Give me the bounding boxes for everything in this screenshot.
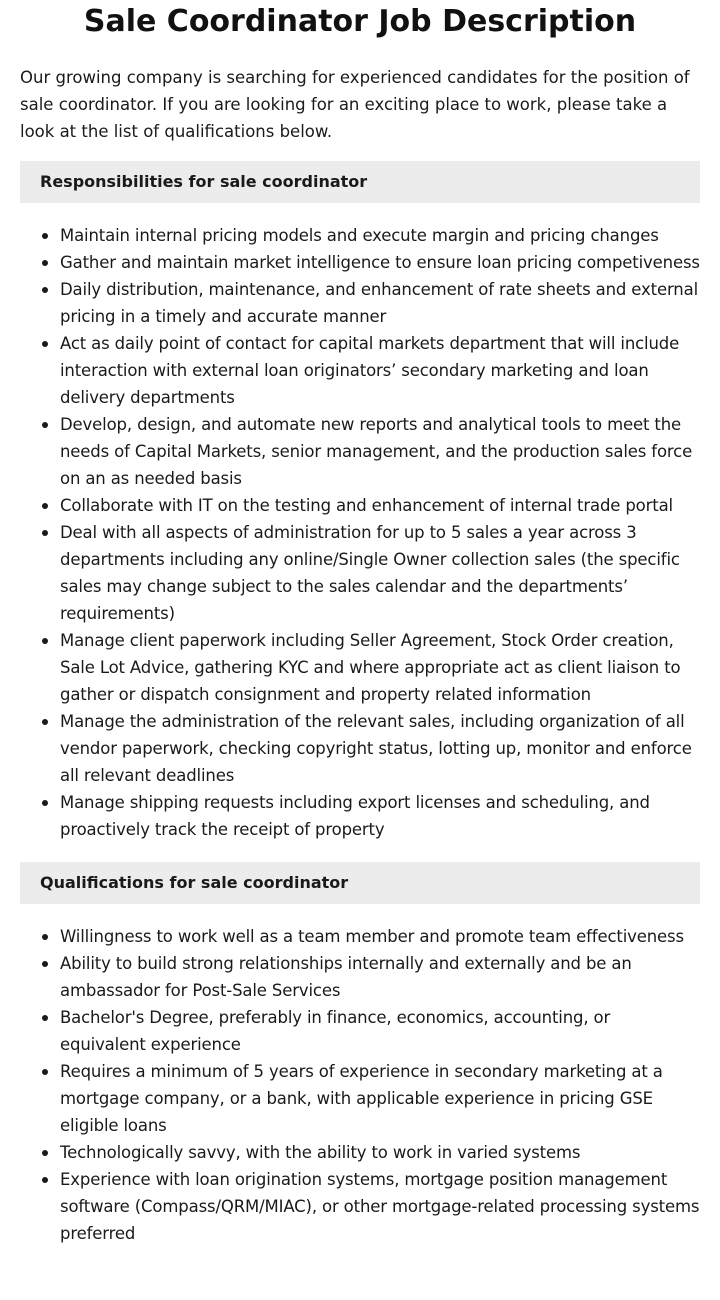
responsibility-item: Deal with all aspects of administration for up to 5 sales a year across 3 departments including any online/Single Owner collection sales (the specific sales may change subject to the sales calendar and the departments’ requirements) — [60, 519, 700, 627]
qualification-item: Experience with loan origination systems, mortgage position management software (Compass/QRM/MIAC), or other mortgage-related processing systems preferred — [60, 1166, 700, 1247]
page-title: Sale Coordinator Job Description — [83, 4, 637, 39]
responsibility-item: Collaborate with IT on the testing and enhancement of internal trade portal — [60, 492, 700, 519]
qualification-item: Willingness to work well as a team member and promote team effectiveness — [60, 923, 700, 950]
responsibility-item: Daily distribution, maintenance, and enhancement of rate sheets and external pricing in a timely and accurate manner — [60, 276, 700, 330]
responsibility-item: Manage the administration of the relevant sales, including organization of all vendor paperwork, checking copyright status, lotting up, monitor and enforce all relevant deadlines — [60, 708, 700, 789]
qualifications-heading: Qualifications for sale coordinator — [20, 862, 700, 904]
responsibility-item: Maintain internal pricing models and execute margin and pricing changes — [60, 222, 700, 249]
responsibilities-heading: Responsibilities for sale coordinator — [20, 161, 700, 203]
qualifications-list — [20, 923, 700, 1247]
qualification-item: Technologically savvy, with the ability to work in varied systems — [60, 1139, 700, 1166]
responsibility-item: Manage client paperwork including Seller Agreement, Stock Order creation, Sale Lot Advice, gathering KYC and where appropriate act as client liaison to gather or dispatch consignment and property related information — [60, 627, 700, 708]
qualification-item: Requires a minimum of 5 years of experience in secondary marketing at a mortgage company, or a bank, with applicable experience in pricing GSE eligible loans — [60, 1058, 700, 1139]
qualification-item: Ability to build strong relationships internally and externally and be an ambassador for Post-Sale Services — [60, 950, 700, 1004]
responsibility-item: Develop, design, and automate new reports and analytical tools to meet the needs of Capital Markets, senior management, and the production sales force on an as needed basis — [60, 411, 700, 492]
intro-paragraph: Our growing company is searching for experienced candidates for the position of sale coordinator. If you are looking for an exciting place to work, please take a look at the list of qualifications below. — [20, 68, 690, 141]
responsibility-item: Act as daily point of contact for capital markets department that will include interaction with external loan originators’ secondary marketing and loan delivery departments — [60, 330, 700, 411]
responsibilities-list — [20, 222, 700, 843]
qualification-item: Bachelor's Degree, preferably in finance, economics, accounting, or equivalent experience — [60, 1004, 700, 1058]
responsibility-item: Gather and maintain market intelligence to ensure loan pricing competiveness — [60, 249, 700, 276]
responsibility-item: Manage shipping requests including export licenses and scheduling, and proactively track the receipt of property — [60, 789, 700, 843]
